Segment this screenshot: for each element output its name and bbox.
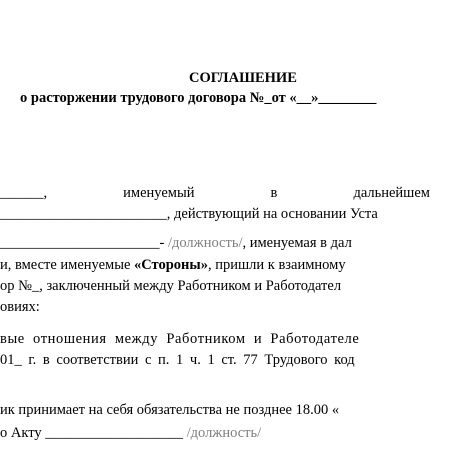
paragraph-1-line-1 <box>0 184 430 202</box>
document-title: СОГЛАШЕНИЕ <box>189 70 297 86</box>
word: дальнейшем <box>353 185 430 201</box>
paragraph-3-line-2: о Акту ___________________ /должность/ <box>0 425 262 441</box>
paragraph-1-line-3: ______________________- /должность/, именуемая в дал <box>0 235 352 251</box>
paragraph-2-line-2: 01_ г. в соответствии с п. 1 ч. 1 ст. 77 Трудового код <box>0 352 355 368</box>
word: именуемый <box>123 185 195 201</box>
paragraph-3-line-1: ик принимает на себя обязательства не позднее 18.00 « <box>0 402 340 418</box>
word: в <box>270 185 278 201</box>
paragraph-1-line-5: ор №_, заключенный между Работником и Работодател <box>0 278 342 294</box>
position-placeholder: /должность/ <box>186 425 262 441</box>
paragraph-2-line-1: вые отношения между Работником и Работодателе <box>0 331 360 347</box>
parties-term: «Стороны» <box>134 257 208 273</box>
document-subtitle: о расторжении трудового договора №_от «__»________ <box>20 90 377 106</box>
paragraph-1-line-4: и, вместе именуемые «Стороны», пришли к взаимному <box>0 257 346 273</box>
paragraph-1-line-2: _______________________, действующий на основании Уста <box>0 206 378 222</box>
signature-blank: ______, <box>0 185 48 201</box>
paragraph-1-line-6: овиях: <box>0 299 40 315</box>
position-placeholder: /должность/ <box>167 235 243 251</box>
